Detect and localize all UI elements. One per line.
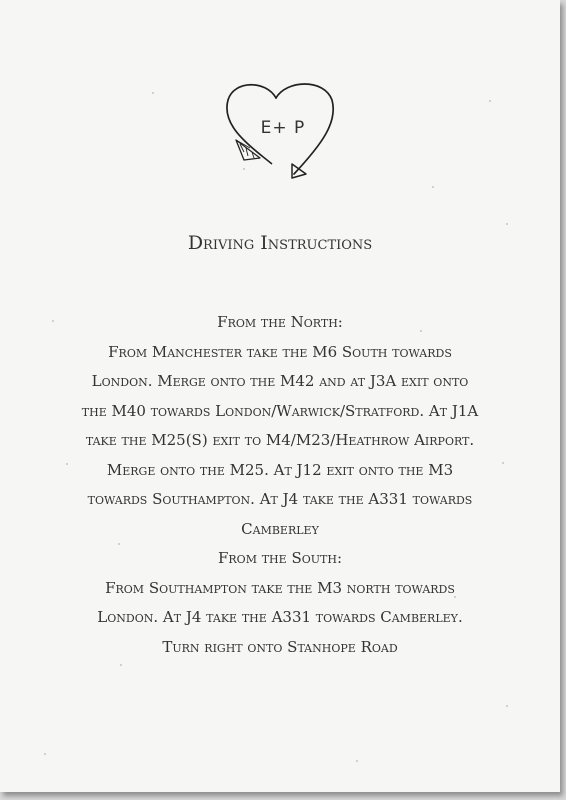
direction-line: From Southampton take the M3 north towards <box>105 578 455 597</box>
monogram <box>222 78 342 188</box>
paper-speck <box>506 705 508 707</box>
paper-speck <box>432 186 434 188</box>
direction-line: London. At J4 take the A331 towards Camberley. <box>97 608 463 626</box>
paper-speck <box>120 664 122 666</box>
paper-speck <box>489 100 491 102</box>
direction-line: the M40 towards London/Warwick/Stratford. At J1A <box>81 401 479 420</box>
page-title: Driving Instructions <box>187 232 373 254</box>
direction-line: Turn right onto Stanhope Road <box>162 637 398 656</box>
paper-speck <box>356 760 358 762</box>
section-heading-south: From the South: <box>217 549 342 567</box>
direction-line: Camberley <box>241 519 319 538</box>
direction-line: towards Southampton. At J4 take the A331 towards <box>87 490 473 508</box>
direction-line: Merge onto the M25. At J12 exit onto the M3 <box>106 460 454 479</box>
paper-speck <box>152 92 154 94</box>
direction-line: From Manchester take the M6 South towards <box>108 342 452 361</box>
section-heading-north: From the North: <box>217 313 343 331</box>
direction-line: London. Merge onto the M42 and at J3A exit onto <box>91 372 469 390</box>
paper-speck <box>506 223 508 225</box>
paper-speck <box>44 753 46 755</box>
directions-body <box>20 308 540 662</box>
direction-line: take the M25(S) exit to M4/M23/Heathrow Airport. <box>85 431 475 449</box>
monogram-initials: E+ P <box>260 118 306 138</box>
